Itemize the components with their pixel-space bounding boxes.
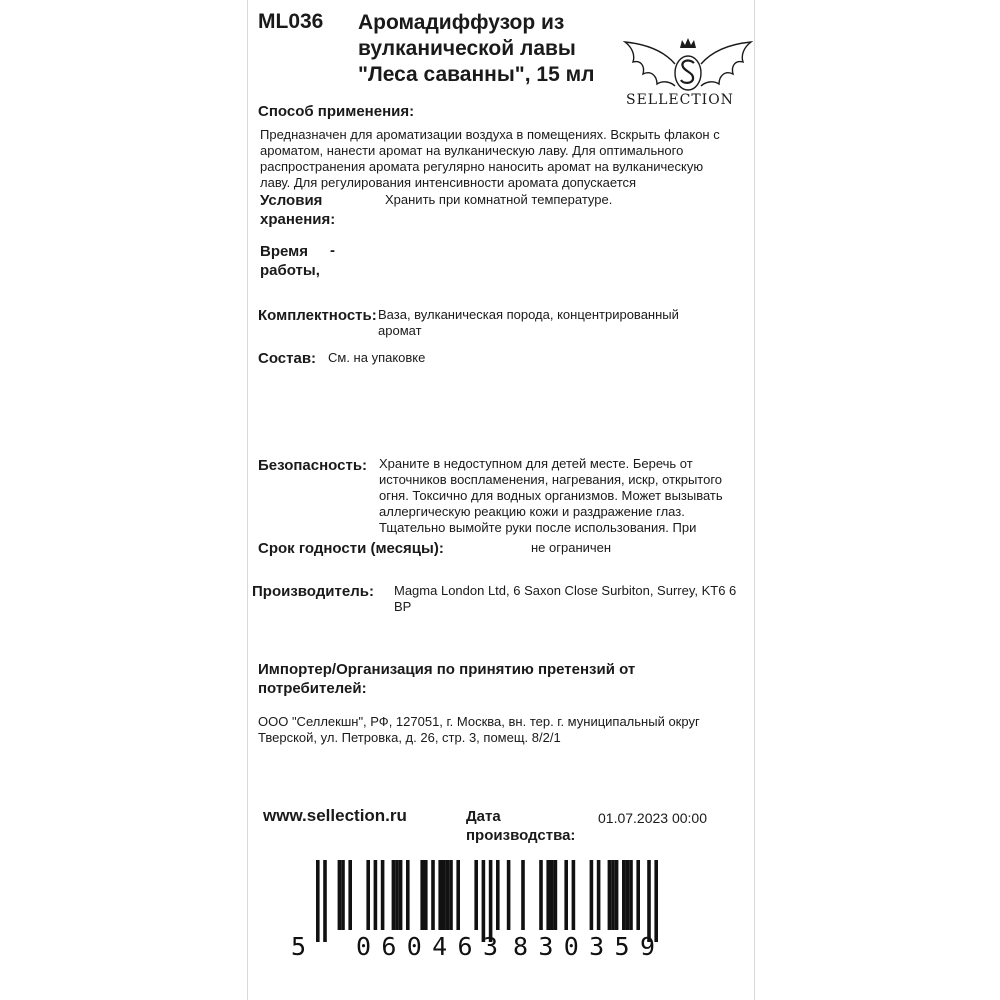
completeness-line: Ваза, вулканическая порода, концентрированный xyxy=(378,307,679,322)
barcode-bar xyxy=(550,860,554,930)
product-title xyxy=(358,10,628,88)
website-link[interactable]: www.sellection.ru xyxy=(263,806,407,825)
barcode-bar xyxy=(546,860,550,930)
barcode-bar xyxy=(395,860,399,930)
barcode-bar xyxy=(554,860,558,930)
barcode-bar xyxy=(446,860,450,930)
importer-label-line: потребителей: xyxy=(258,680,367,697)
manufacturer-line: Magma London Ltd, 6 Saxon Close Surbiton, Surrey, KT6 6 xyxy=(394,583,737,598)
work-time-label-line: работы, xyxy=(260,262,320,279)
barcode-bar xyxy=(564,860,568,930)
product-title-line: Аромадиффузор из xyxy=(358,11,565,34)
barcode-bar xyxy=(348,860,352,930)
storage-label xyxy=(260,191,335,229)
barcode-bar xyxy=(629,860,633,930)
barcode-guard-bar xyxy=(482,860,486,942)
storage-label-line: Условия xyxy=(260,192,323,209)
barcode-bar xyxy=(507,860,511,930)
barcode-bar xyxy=(392,860,396,930)
work-time-label xyxy=(260,242,320,280)
barcode-bars xyxy=(316,860,658,942)
safety-line: Храните в недоступном для детей месте. Беречь от xyxy=(379,456,693,471)
barcode-bar xyxy=(456,860,460,930)
barcode-bar xyxy=(374,860,378,930)
work-time-value: - xyxy=(330,242,335,259)
barcode-bar xyxy=(539,860,543,930)
barcode-bar xyxy=(424,860,428,930)
barcode-bar xyxy=(622,860,626,930)
product-label xyxy=(247,0,755,1000)
storage-label-line: хранения: xyxy=(260,211,336,228)
importer-label xyxy=(258,660,635,698)
safety-line: аллергическую реакцию кожи и раздражение глаз. xyxy=(379,504,685,519)
production-date-label-line: Дата xyxy=(466,808,501,825)
shelf-life-value: не ограничен xyxy=(531,540,612,555)
barcode-bar xyxy=(381,860,385,930)
barcode-bar xyxy=(399,860,403,930)
barcode-digit-first: 5 xyxy=(291,932,307,958)
usage-line: ароматом, нанести аромат на вулканическую лаву. Для оптимального xyxy=(260,143,684,158)
composition-value: См. на упаковке xyxy=(328,350,426,365)
brand-name: SELLECTION xyxy=(626,92,734,108)
barcode-bar xyxy=(474,860,478,930)
product-title-line: вулканической лавы xyxy=(358,37,576,60)
barcode-bar xyxy=(521,860,525,930)
safety-line: источников воспламенения, нагревания, искр, открытого xyxy=(379,472,723,487)
barcode-bar xyxy=(341,860,345,930)
usage-label: Способ применения: xyxy=(258,103,415,120)
barcode-bar xyxy=(590,860,594,930)
barcode-guard-bar xyxy=(654,860,658,942)
barcode-bar xyxy=(626,860,630,930)
storage-value: Хранить при комнатной температуре. xyxy=(385,192,613,207)
barcode-guard-bar xyxy=(489,860,493,942)
shelf-life-label: Срок годности (месяцы): xyxy=(258,540,444,557)
barcode-bar xyxy=(442,860,446,930)
manufacturer-line: BP xyxy=(394,599,412,614)
work-time-label-line: Время xyxy=(260,243,308,260)
manufacturer-label: Производитель: xyxy=(252,583,374,600)
barcode-bar xyxy=(496,860,500,930)
usage-text xyxy=(260,127,750,191)
barcode-guard-bar xyxy=(323,860,327,942)
safety-line: Тщательно вымойте руки после использования. При xyxy=(379,520,697,535)
barcode-bar xyxy=(338,860,342,930)
production-date-label xyxy=(466,807,575,845)
barcode-bar xyxy=(449,860,453,930)
barcode-digits-right: 830359 xyxy=(513,932,655,958)
barcode-bar xyxy=(611,860,615,930)
ean13-barcode xyxy=(288,858,708,958)
barcode-bar xyxy=(636,860,640,930)
usage-line: Предназначен для ароматизации воздуха в помещениях. Вскрыть флакон с xyxy=(260,127,720,142)
production-date-value: 01.07.2023 00:00 xyxy=(598,810,707,826)
product-title-line: "Леса саванны", 15 мл xyxy=(358,63,595,86)
importer-address-line: Тверской, ул. Петровка, д. 26, стр. 3, помещ. 8/2/1 xyxy=(258,730,561,745)
completeness-value xyxy=(378,307,718,339)
barcode-guard-bar xyxy=(316,860,320,942)
usage-line: лаву. Для регулирования интенсивности аромата допускается xyxy=(260,175,637,190)
safety-label: Безопасность: xyxy=(258,457,368,474)
barcode-bar xyxy=(438,860,442,930)
barcode-guard-bar xyxy=(647,860,651,942)
barcode-bar xyxy=(615,860,619,930)
manufacturer-value xyxy=(394,583,744,615)
product-code: ML036 xyxy=(258,10,324,33)
composition-label: Состав: xyxy=(258,350,317,367)
completeness-line: аромат xyxy=(378,323,422,338)
importer-address-line: ООО "Селлекшн", РФ, 127051, г. Москва, вн. тер. г. муниципальный округ xyxy=(258,714,700,729)
barcode-digits-left: 060463 xyxy=(356,932,498,958)
barcode-bar xyxy=(366,860,370,930)
production-date-label-line: производства: xyxy=(466,827,576,844)
barcode-bar xyxy=(431,860,435,930)
importer-address xyxy=(258,714,748,746)
usage-line: распространения аромата регулярно наносить аромат на вулканическую xyxy=(260,159,704,174)
barcode-bar xyxy=(572,860,576,930)
safety-text xyxy=(379,456,749,536)
barcode-bar xyxy=(406,860,410,930)
barcode-bar xyxy=(420,860,424,930)
safety-line: огня. Токсично для водных организмов. Может вызывать xyxy=(379,488,723,503)
importer-label-line: Импортер/Организация по принятию претензий от xyxy=(258,661,636,678)
completeness-label: Комплектность: xyxy=(258,307,377,324)
barcode-bar xyxy=(597,860,601,930)
barcode-bar xyxy=(608,860,612,930)
